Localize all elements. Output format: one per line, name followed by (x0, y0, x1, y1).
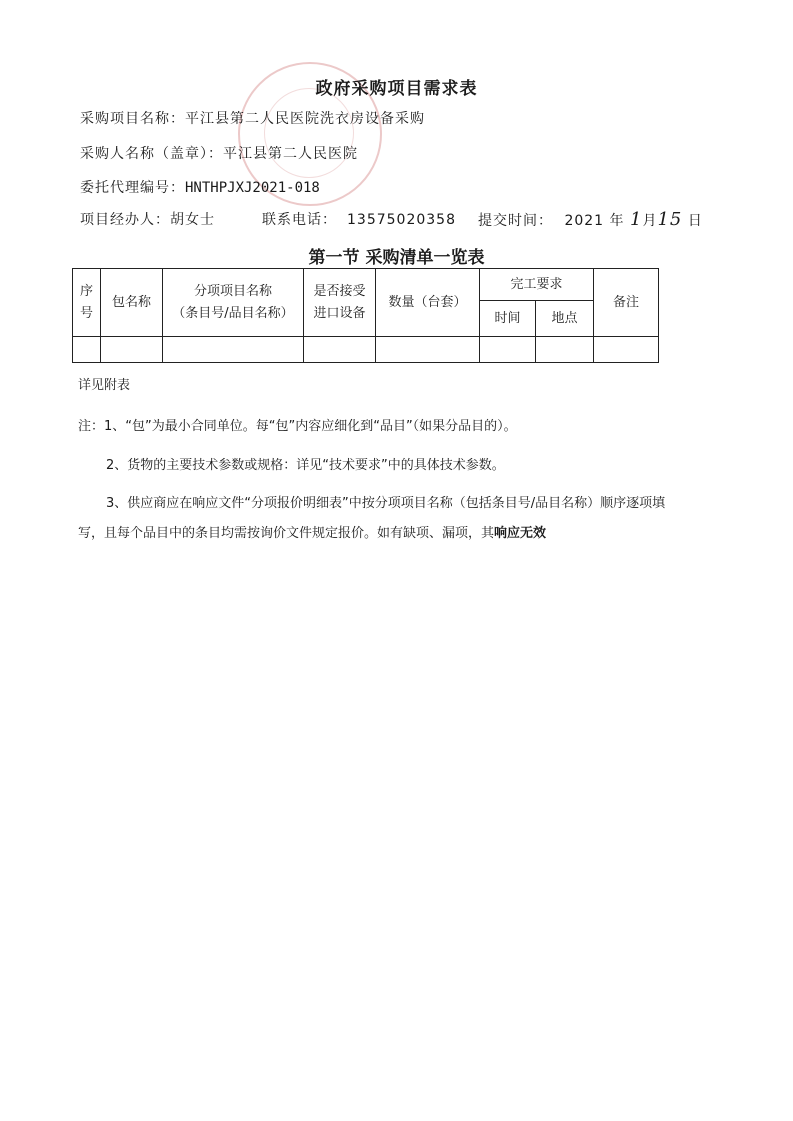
header-item-line2: （条目号/品目名称） (172, 305, 294, 321)
day-char: 日 (687, 213, 703, 229)
purchaser-value: 平江县第二人民医院 (223, 146, 358, 162)
purchaser-label: 采购人名称（盖章）： (80, 146, 223, 162)
table-cell (304, 337, 376, 363)
header-item-line1: 分项项目名称 (193, 283, 272, 299)
header-import-line2: 进口设备 (313, 305, 366, 321)
manager-value: 胡女士 (170, 212, 215, 228)
header-package: 包名称 (101, 269, 163, 337)
table-cell (536, 337, 594, 363)
project-name-value: 平江县第二人民医院洗衣房设备采购 (185, 111, 425, 127)
header-accept-import (304, 269, 376, 337)
project-name-line (80, 108, 425, 128)
submit-time-label: 提交时间： (478, 213, 553, 229)
project-name-label: 采购项目名称： (80, 111, 185, 127)
header-time: 时间 (480, 301, 536, 337)
header-seq-line1: 序 (79, 283, 93, 299)
agency-code-label: 委托代理编号： (80, 180, 185, 196)
section-title: 第一节 采购清单一览表 (308, 248, 485, 268)
submit-time-line (478, 209, 703, 230)
note-1: 注：1、“包”为最小合同单位。每“包”内容应细化到“品目”（如果分品目的）。 (78, 419, 517, 434)
note-3-line2-text: 写，且每个品目中的条目均需按询价文件规定报价。如有缺项、漏项，其 (78, 526, 495, 541)
month-char: 月 (642, 213, 658, 229)
note-3-line2 (78, 522, 546, 541)
table-cell (101, 337, 163, 363)
procurement-list-table (72, 268, 659, 363)
header-seq (73, 269, 101, 337)
header-seq-line2: 号 (79, 305, 93, 321)
phone-value: 13575020358 (347, 212, 456, 228)
note-3-emphasis: 响应无效 (494, 526, 547, 541)
header-quantity: 数量（台套） (376, 269, 480, 337)
manager-label-line (80, 209, 215, 229)
header-place: 地点 (536, 301, 594, 337)
agency-code-line (80, 177, 320, 197)
table-cell (163, 337, 304, 363)
page-title: 政府采购项目需求表 (315, 79, 478, 99)
phone-label: 联系电话： (262, 212, 337, 228)
header-import-line1: 是否接受 (313, 283, 366, 299)
note-2: 2、货物的主要技术参数或规格：详见“技术要求”中的具体技术参数。 (106, 458, 505, 473)
table-cell (73, 337, 101, 363)
table-cell (594, 337, 659, 363)
phone-line (262, 209, 456, 229)
table-cell (376, 337, 480, 363)
manager-label: 项目经办人： (80, 212, 170, 228)
submit-year: 2021 (564, 213, 605, 229)
table-row (73, 337, 659, 363)
purchaser-line (80, 143, 358, 163)
table-cell (480, 337, 536, 363)
header-remarks: 备注 (594, 269, 659, 337)
see-attached-text: 详见附表 (78, 378, 131, 393)
submit-day-handwritten: 15 (657, 209, 683, 230)
official-seal-inner-ring (264, 88, 354, 178)
agency-code-value: HNTHPJXJ2021-018 (185, 180, 320, 196)
submit-month-handwritten: 1 (630, 209, 643, 230)
note-3-line1: 3、供应商应在响应文件“分项报价明细表”中按分项项目名称（包括条目号/品目名称）顺序逐项填 (106, 496, 666, 511)
header-item-name (163, 269, 304, 337)
year-char: 年 (609, 213, 625, 229)
header-completion: 完工要求 (480, 269, 594, 301)
